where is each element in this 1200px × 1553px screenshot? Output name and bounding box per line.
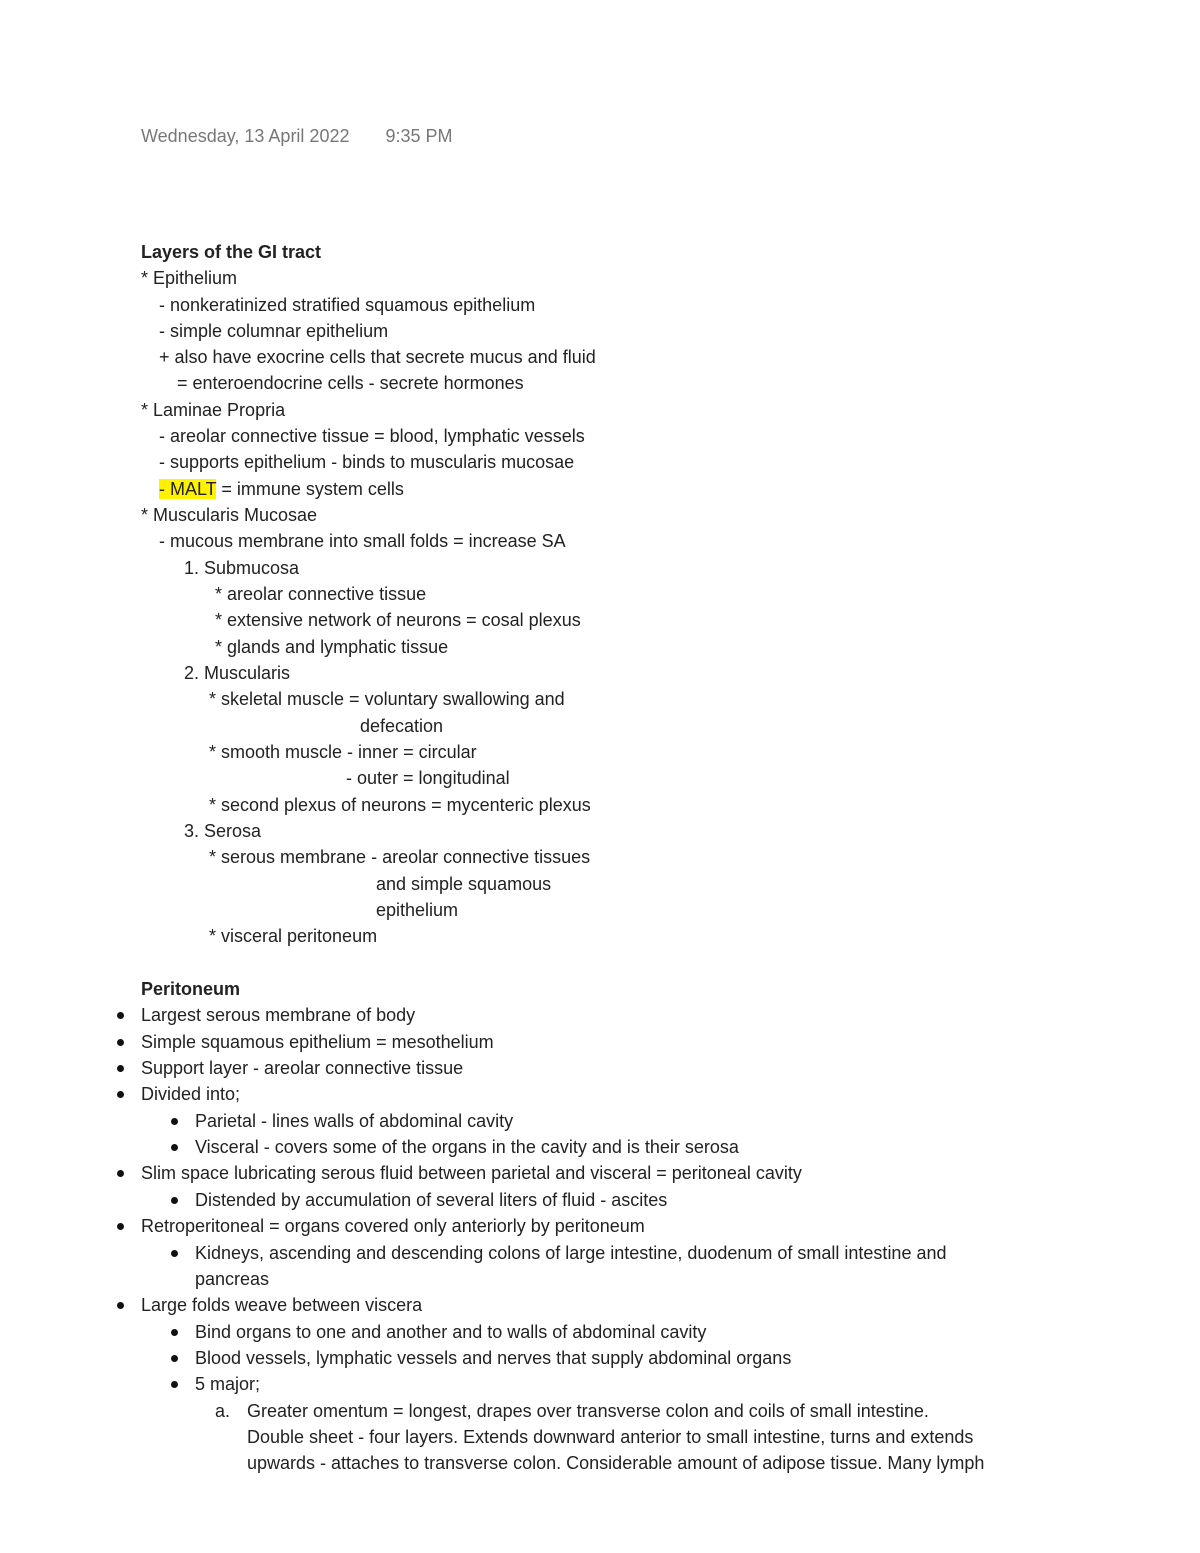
section-title-layers: Layers of the GI tract xyxy=(141,242,322,262)
note-line: defecation xyxy=(360,716,444,736)
note-line: * serous membrane - areolar connective tissues xyxy=(209,847,591,867)
note-line: = enteroendocrine cells - secrete hormones xyxy=(177,373,524,393)
note-line: + also have exocrine cells that secrete mucus and fluid xyxy=(159,347,596,367)
note-line: * second plexus of neurons = mycenteric plexus xyxy=(209,795,591,815)
bullet-icon xyxy=(171,1355,178,1362)
note-line: * Laminae Propria xyxy=(141,400,286,420)
note-line: - nonkeratinized stratified squamous epithelium xyxy=(159,295,536,315)
bullet-icon xyxy=(171,1250,178,1257)
bullet-icon xyxy=(171,1197,178,1204)
note-line-malt xyxy=(159,478,404,500)
list-item-continuation: Double sheet - four layers. Extends downward anterior to small intestine, turns and extends xyxy=(247,1427,974,1447)
note-line: * Muscularis Mucosae xyxy=(141,505,318,525)
list-item: Blood vessels, lymphatic vessels and nerves that supply abdominal organs xyxy=(195,1348,792,1368)
note-line: * smooth muscle - inner = circular xyxy=(209,742,477,762)
list-item: Slim space lubricating serous fluid between parietal and visceral = peritoneal cavity xyxy=(141,1163,802,1183)
note-line: * areolar connective tissue xyxy=(215,584,427,604)
list-item: 5 major; xyxy=(195,1374,261,1394)
list-item: Parietal - lines walls of abdominal cavity xyxy=(195,1111,514,1131)
note-header xyxy=(141,126,453,147)
section-title-peritoneum: Peritoneum xyxy=(141,979,241,999)
note-line: 2. Muscularis xyxy=(184,663,291,683)
list-item: Support layer - areolar connective tissue xyxy=(141,1058,464,1078)
bullet-icon xyxy=(117,1302,124,1309)
list-item: Largest serous membrane of body xyxy=(141,1005,416,1025)
list-item-continuation: upwards - attaches to transverse colon. Considerable amount of adipose tissue. Many lymph xyxy=(247,1453,985,1473)
list-item: Simple squamous epithelium = mesothelium xyxy=(141,1032,494,1052)
list-item: Greater omentum = longest, drapes over transverse colon and coils of small intestine. xyxy=(247,1401,929,1421)
bullet-icon xyxy=(171,1329,178,1336)
note-line: * glands and lymphatic tissue xyxy=(215,637,449,657)
list-item: Retroperitoneal = organs covered only anteriorly by peritoneum xyxy=(141,1216,645,1236)
note-line: - mucous membrane into small folds = increase SA xyxy=(159,531,566,551)
list-item: Large folds weave between viscera xyxy=(141,1295,423,1315)
note-line: * extensive network of neurons = cosal plexus xyxy=(215,610,581,630)
list-item: Visceral - covers some of the organs in the cavity and is their serosa xyxy=(195,1137,739,1157)
list-item: Distended by accumulation of several liters of fluid - ascites xyxy=(195,1190,668,1210)
note-line: 3. Serosa xyxy=(184,821,262,841)
note-line: and simple squamous xyxy=(376,874,552,894)
note-line: * skeletal muscle = voluntary swallowing and xyxy=(209,689,565,709)
list-item: Divided into; xyxy=(141,1084,241,1104)
note-line: * Epithelium xyxy=(141,268,238,288)
note-line: - simple columnar epithelium xyxy=(159,321,389,341)
note-line: 1. Submucosa xyxy=(184,558,300,578)
bullet-icon xyxy=(117,1065,124,1072)
note-date: Wednesday, 13 April 2022 xyxy=(141,126,350,146)
bullet-icon xyxy=(117,1012,124,1019)
highlighted-term: - MALT xyxy=(159,479,217,499)
bullet-icon xyxy=(171,1144,178,1151)
bullet-icon xyxy=(117,1223,124,1230)
note-line: * visceral peritoneum xyxy=(209,926,378,946)
list-item-continuation: pancreas xyxy=(195,1269,270,1289)
list-item: Kidneys, ascending and descending colons of large intestine, duodenum of small intestine and xyxy=(195,1243,947,1263)
note-line-text: = immune system cells xyxy=(216,479,404,499)
bullet-icon xyxy=(171,1118,178,1125)
list-marker: a. xyxy=(215,1401,231,1421)
bullet-icon xyxy=(117,1091,124,1098)
bullet-icon xyxy=(117,1039,124,1046)
note-time: 9:35 PM xyxy=(385,126,453,146)
bullet-icon xyxy=(117,1170,124,1177)
note-line: - outer = longitudinal xyxy=(346,768,510,788)
note-line: epithelium xyxy=(376,900,459,920)
note-line: - areolar connective tissue = blood, lymphatic vessels xyxy=(159,426,585,446)
note-line: - supports epithelium - binds to muscularis mucosae xyxy=(159,452,575,472)
bullet-icon xyxy=(171,1381,178,1388)
list-item: Bind organs to one and another and to walls of abdominal cavity xyxy=(195,1322,707,1342)
